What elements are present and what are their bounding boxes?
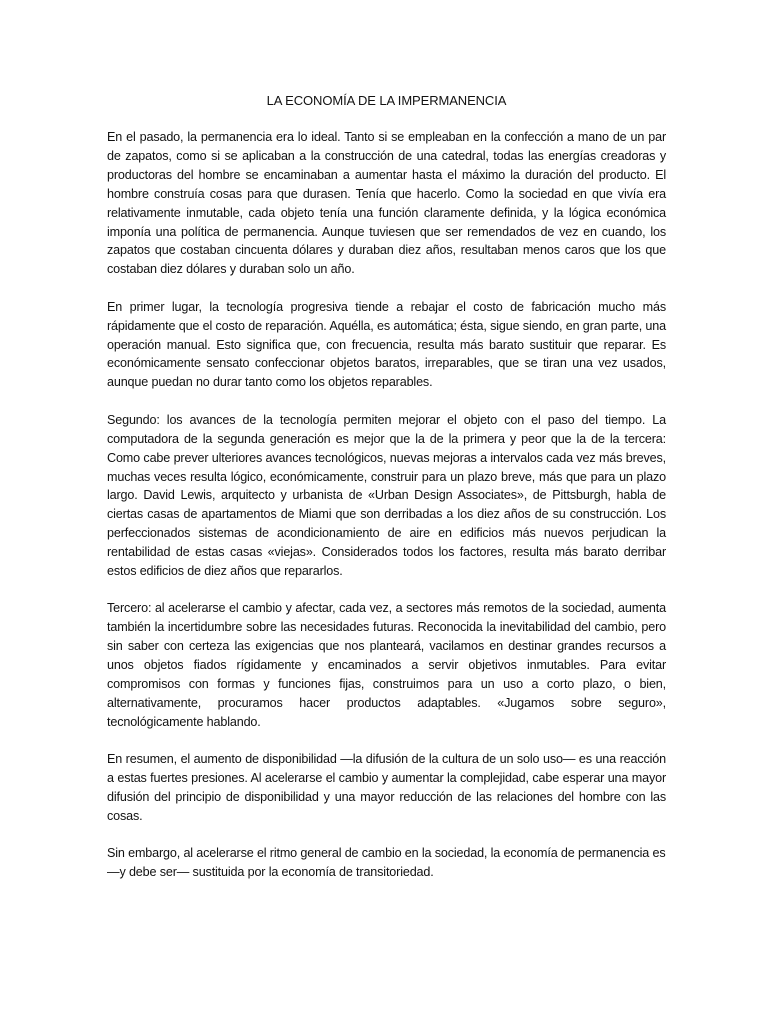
paragraph-pasado: En el pasado, la permanencia era lo ideal. Tanto si se empleaban en la confección a mano de un par de zapatos, como si se aplicaban a la construcción de una catedral, todas las energías creadoras y productoras del hombre se encaminaban a aumentar hasta el máximo la duración del producto. El hombre construía cosas para que durasen. Tenía que hacerlo. Como la sociedad en que vivía era relativamente inmutable, cada objeto tenía una función claramente definida, y la lógica económica imponía una política de permanencia. Aunque tuviesen que ser remendados de vez en cuando, los zapatos que costaban cincuenta dólares y duraban diez años, resultaban menos caros que los que costaban diez dólares y duraban solo un año. xyxy=(107,130,666,277)
paragraph-segundo: Segundo: los avances de la tecnología permiten mejorar el objeto con el paso del tiempo. La computadora de la segunda generación es mejor que la de la primera y peor que la de la tercera: Como cabe prever ulteriores avances tecnológicos, nuevas mejoras a intervalos cada vez más breves, muchas veces resulta lógico, económicamente, construir para un plazo breve, más que para un plazo largo. David Lewis, arquitecto y urbanista de «Urban Design Associates», de Pittsburgh, habla de ciertas casas de apartamentos de Miami que son derribadas a los diez años de su construcción. Los perfeccionados sistemas de acondicionamiento de aire en edificios más nuevos perjudican la rentabilidad de estas casas «viejas». Considerados todos los factores, resulta más barato derribar estos edificios de diez años que repararlos. xyxy=(107,412,666,579)
paragraph-resumen: En resumen, el aumento de disponibilidad —la difusión de la cultura de un solo uso— es una reacción a estas fuertes presiones. Al acelerarse el cambio y aumentar la complejidad, cabe esperar una mayor difusión del principio de disponibilidad y una mayor reducción de las relaciones del hombre con las cosas. xyxy=(107,752,666,823)
paragraph-sin-embargo: Sin embargo, al acelerarse el ritmo general de cambio en la sociedad, la economía de permanencia es —y debe ser— sustituida por la economía de transitoriedad. xyxy=(107,846,666,880)
document-title: LA ECONOMÍA DE LA IMPERMANENCIA xyxy=(266,93,507,108)
paragraph-primer-lugar: En primer lugar, la tecnología progresiva tiende a rebajar el costo de fabricación mucho más rápidamente que el costo de reparación. Aquélla, es automática; ésta, sigue siendo, en gran parte, una operación manual. Esto significa que, con frecuencia, resulta más barato sustituir que reparar. Es económicamente sensato confeccionar objetos baratos, irreparables, que se tiran una vez usados, aunque puedan no durar tanto como los objetos reparables. xyxy=(107,299,666,390)
paragraph-tercero: Tercero: al acelerarse el cambio y afectar, cada vez, a sectores más remotos de la sociedad, aumenta también la incertidumbre sobre las necesidades futuras. Reconocida la inevitabilidad del cambio, pero sin saber con certeza las exigencias que nos planteará, vacilamos en destinar grandes recursos a unos objetos fiados rígidamente y encaminados a servir objetivos inmutables. Para evitar compromisos con formas y funciones fijas, construimos para un uso a corto plazo, o bien, alternativamente, procuramos hacer productos adaptables. «Jugamos sobre seguro», tecnológicamente hablando. xyxy=(107,601,666,729)
